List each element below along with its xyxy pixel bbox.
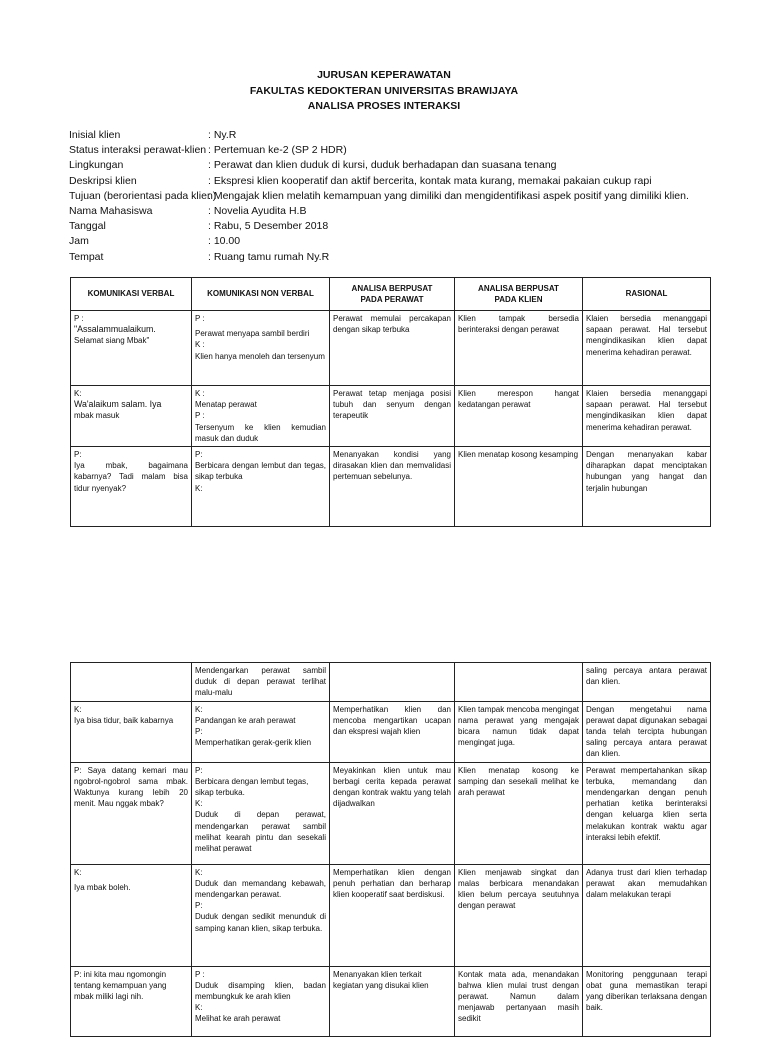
header-doc-title: ANALISA PROSES INTERAKSI [307,100,461,112]
cell-analisa-perawat: Perawat memulai percakapan dengan sikap terbuka [330,311,455,386]
speaker-tag: P: [195,450,203,460]
nonverbal-text: Klien hanya menoleh dan tersenyum [195,351,325,361]
cell-rasional: saling percaya antara perawat dan klien. [583,663,711,702]
speaker-tag: K: [195,704,203,714]
cell-verbal [71,701,192,762]
info-label: Jam [69,235,89,248]
speaker-tag: K : [195,340,205,350]
info-value: : Mengajak klien melatih kemampuan yang dimiliki dan mengidentifikasi aspek positif yang dimiliki klien. [208,189,689,202]
verbal-text: Iya mbak, bagaimana kabarnya? Tadi malam bisa tidur nyenyak? [74,461,188,493]
verbal-text: Iya mbak boleh. [74,882,131,892]
cell-nonverbal [192,762,330,864]
cell-verbal [71,864,192,966]
info-value: : Ny.R [208,129,237,141]
nonverbal-text: Tersenyum ke klien kemudian masuk dan duduk [195,422,326,443]
speaker-tag: P : [195,411,205,421]
cell-rasional: Adanya trust dari klien terhadap perawat akan memudahkan dalam melakukan terapi [583,864,711,966]
info-row-tujuan [69,189,749,204]
cell-analisa-perawat [330,663,455,702]
cell-analisa-perawat: Menanyakan klien terkait kegiatan yang disukai klien [330,966,455,1036]
header-faculty: FAKULTAS KEDOKTERAN UNIVERSITAS BRAWIJAYA [249,84,519,97]
nonverbal-text: Berbicara dengan lembut dan tegas, sikap terbuka [195,461,326,482]
nonverbal-text: Duduk dengan sedikit menunduk di samping kanan klien, sikap terbuka. [195,912,326,933]
info-value: : Rabu, 5 Desember 2018 [208,220,329,233]
speaker-tag: P : [74,314,84,323]
cell-nonverbal: Mendengarkan perawat sambil duduk di depan perawat terlihat malu-malu [192,663,330,702]
nonverbal-text: Pandangan ke arah perawat [195,715,296,725]
cell-nonverbal [192,311,330,386]
nonverbal-text: Duduk di depan perawat, mendengarkan perawat sambil melihat kearah pintu dan sesekali melihat perawat [195,810,326,854]
nonverbal-text: Duduk dan memandang kebawah, mendengarkan perawat. [195,878,326,900]
cell-analisa-perawat: Meyakinkan klien untuk mau berbagi cerita kepada perawat dengan kontrak waktu yang telah dijadwalkan [330,762,455,864]
cell-verbal [71,386,192,447]
cell-nonverbal [192,447,330,527]
cell-nonverbal [192,386,330,447]
cell-analisa-klien: Klien menatap kosong ke samping dan sesekali melihat ke arah perawat [455,762,583,864]
nonverbal-text: Perawat menyapa sambil berdiri [195,329,310,339]
table-header-row [71,278,711,311]
nonverbal-text: Melihat ke arah perawat [195,1014,281,1024]
table-row [71,966,711,1036]
info-label: Nama Mahasiswa [69,204,153,217]
interaction-table-page1 [70,277,711,527]
verbal-text-cont: Selamat siang Mbak" [74,336,150,346]
nonverbal-text: Memperhatikan gerak-gerik klien [195,738,312,748]
info-value: : Ekspresi klien kooperatif dan aktif bercerita, kontak mata kurang, memakai pakaian cukup rapi [208,174,652,187]
info-row-mahasiswa [69,204,749,219]
cell-verbal [71,663,192,702]
info-value: : Ruang tamu rumah Ny.R [208,250,330,263]
cell-analisa-klien: Kontak mata ada, menandakan bahwa klien mulai trust dengan perawat. Namun dalam menjawab pertanyaan masih sedikit [455,966,583,1036]
speaker-tag: K: [195,799,203,809]
table-row [71,762,711,864]
nonverbal-text: Duduk disamping klien, badan membungkuk ke arah klien [195,980,326,1002]
col-header-perawat-line1: ANALISA BERPUSAT [351,283,433,293]
cell-nonverbal [192,966,330,1036]
cell-rasional: Monitoring penggunaan terapi obat guna memastikan terapi yang diberikan terlaksana dengan baik. [583,966,711,1036]
speaker-tag: P: [195,901,203,911]
table-row [71,864,711,966]
speaker-tag: K: [195,867,203,877]
speaker-tag: P: [74,450,82,460]
cell-analisa-klien: Klien menatap kosong kesamping [455,447,583,527]
cell-rasional: Klaien bersedia menanggapi sapaan perawat. Hal tersebut mengindikasikan klien dapat menerima kehadiran perawat. [583,311,711,386]
cell-verbal [71,311,192,386]
info-label: Tanggal [69,220,106,233]
info-label: Status interaksi perawat-klien [69,144,207,157]
cell-rasional: Dengan menanyakan kabar diharapkan dapat menciptakan hubungan yang hangat dan terjalin hubungan [583,447,711,527]
speaker-tag: P: [195,765,203,775]
col-header-klien [455,278,583,311]
cell-analisa-klien: Klien menjawab singkat dan malas berbicara menandakan klien belum percaya seutuhnya dengan perawat [455,864,583,966]
interaction-table-page2 [70,662,711,1037]
col-header-rasional: RASIONAL [583,278,711,311]
speaker-tag: P : [195,969,205,979]
info-row-deskripsi [69,174,749,189]
cell-analisa-perawat: Memperhatikan klien dengan penuh perhatian dan berharap klien kooperatif saat berdiskusi. [330,864,455,966]
speaker-tag: P : [195,314,205,323]
info-value: : Perawat dan klien duduk di kursi, duduk berhadapan dan suasana tenang [208,159,557,172]
speaker-tag: P: [195,727,203,737]
client-info-block [69,128,749,265]
verbal-text-cont: mbak masuk [74,411,120,421]
col-header-perawat [330,278,455,311]
info-row-status [69,143,749,158]
col-header-klien-line2: PADA KLIEN [494,295,543,304]
cell-nonverbal [192,864,330,966]
cell-nonverbal [192,701,330,762]
cell-rasional: Klaien bersedia menanggapi sapaan perawat. Hal tersebut mengindikasikan klien dapat menerima kehadiran perawat. [583,386,711,447]
col-header-nonverbal: KOMUNIKASI NON VERBAL [192,278,330,311]
document-header [0,68,768,115]
col-header-perawat-line2: PADA PERAWAT [360,295,424,304]
table-row [71,386,711,447]
nonverbal-text: Berbicara dengan lembut tegas, sikap terbuka. [195,776,309,798]
col-header-verbal: KOMUNIKASI VERBAL [71,278,192,311]
cell-verbal: P: ini kita mau ngomongin tentang kemampuan yang mbak miliki lagi nih. [71,966,192,1036]
table-row [71,311,711,386]
cell-verbal [71,447,192,527]
info-label: Tempat [69,250,104,263]
speaker-tag: K: [195,1003,203,1013]
cell-analisa-klien: Klien tampak bersedia berinteraksi dengan perawat [455,311,583,386]
table-row [71,701,711,762]
cell-analisa-klien [455,663,583,702]
speaker-tag: K: [195,483,203,493]
info-row-tanggal [69,219,749,234]
table-row [71,447,711,527]
info-row-jam [69,234,749,249]
speaker-tag: K : [195,389,205,398]
info-row-inisial [69,128,749,143]
verbal-text: "Assalammualaikum. [74,324,156,335]
cell-analisa-perawat: Perawat tetap menjaga posisi tubuh dan senyum dengan terapeutik [330,386,455,447]
cell-analisa-perawat: Menanyakan kondisi yang dirasakan klien dan memvalidasi pertemuan sebelunya. [330,447,455,527]
info-label: Inisial klien [69,129,121,141]
header-department: JURUSAN KEPERAWATAN [317,69,451,81]
info-value: : Novelia Ayudita H.B [208,204,307,217]
info-label: Lingkungan [69,159,124,172]
cell-analisa-klien: Klien tampak mencoba mengingat nama perawat yang mengajak bicara namun tidak dapat mengingat juga. [455,701,583,762]
info-row-tempat [69,250,749,265]
nonverbal-text: Menatap perawat [195,400,257,410]
info-label: Deskripsi klien [69,174,137,187]
verbal-text: Wa'alaikum salam. Iya [74,399,162,410]
speaker-tag: K: [74,867,82,877]
cell-rasional: Dengan mengetahui nama perawat dapat digunakan sebagai tanda telah tercipta hubungan saling percaya antara perawat dan klien. [583,701,711,762]
cell-analisa-klien: Klien merespon hangat kedatangan perawat [455,386,583,447]
col-header-klien-line1: ANALISA BERPUSAT [478,283,559,293]
info-label: Tujuan (berorientasi pada klien) [69,189,217,202]
speaker-tag: K: [74,704,82,714]
info-row-lingkungan [69,158,749,173]
table-row [71,663,711,702]
cell-rasional: Perawat mempertahankan sikap terbuka, memandang dan mendengarkan dengan penuh perhatian ketika berinteraksi dengan keluarga klien serta melakukan kontrak waktu agar interaksi lebih efektif. [583,762,711,864]
cell-analisa-perawat: Memperhatikan klien dan mencoba mengartikan ucapan dan ekspresi wajah klien [330,701,455,762]
cell-verbal: P: Saya datang kemari mau ngobrol-ngobrol sama mbak. Waktunya kurang lebih 20 menit. Mau nggak mbak? [71,762,192,864]
info-value: : Pertemuan ke-2 (SP 2 HDR) [208,144,347,157]
verbal-text: Iya bisa tidur, baik kabarnya [74,715,174,725]
speaker-tag: K: [74,389,82,398]
info-value: : 10.00 [208,235,241,248]
